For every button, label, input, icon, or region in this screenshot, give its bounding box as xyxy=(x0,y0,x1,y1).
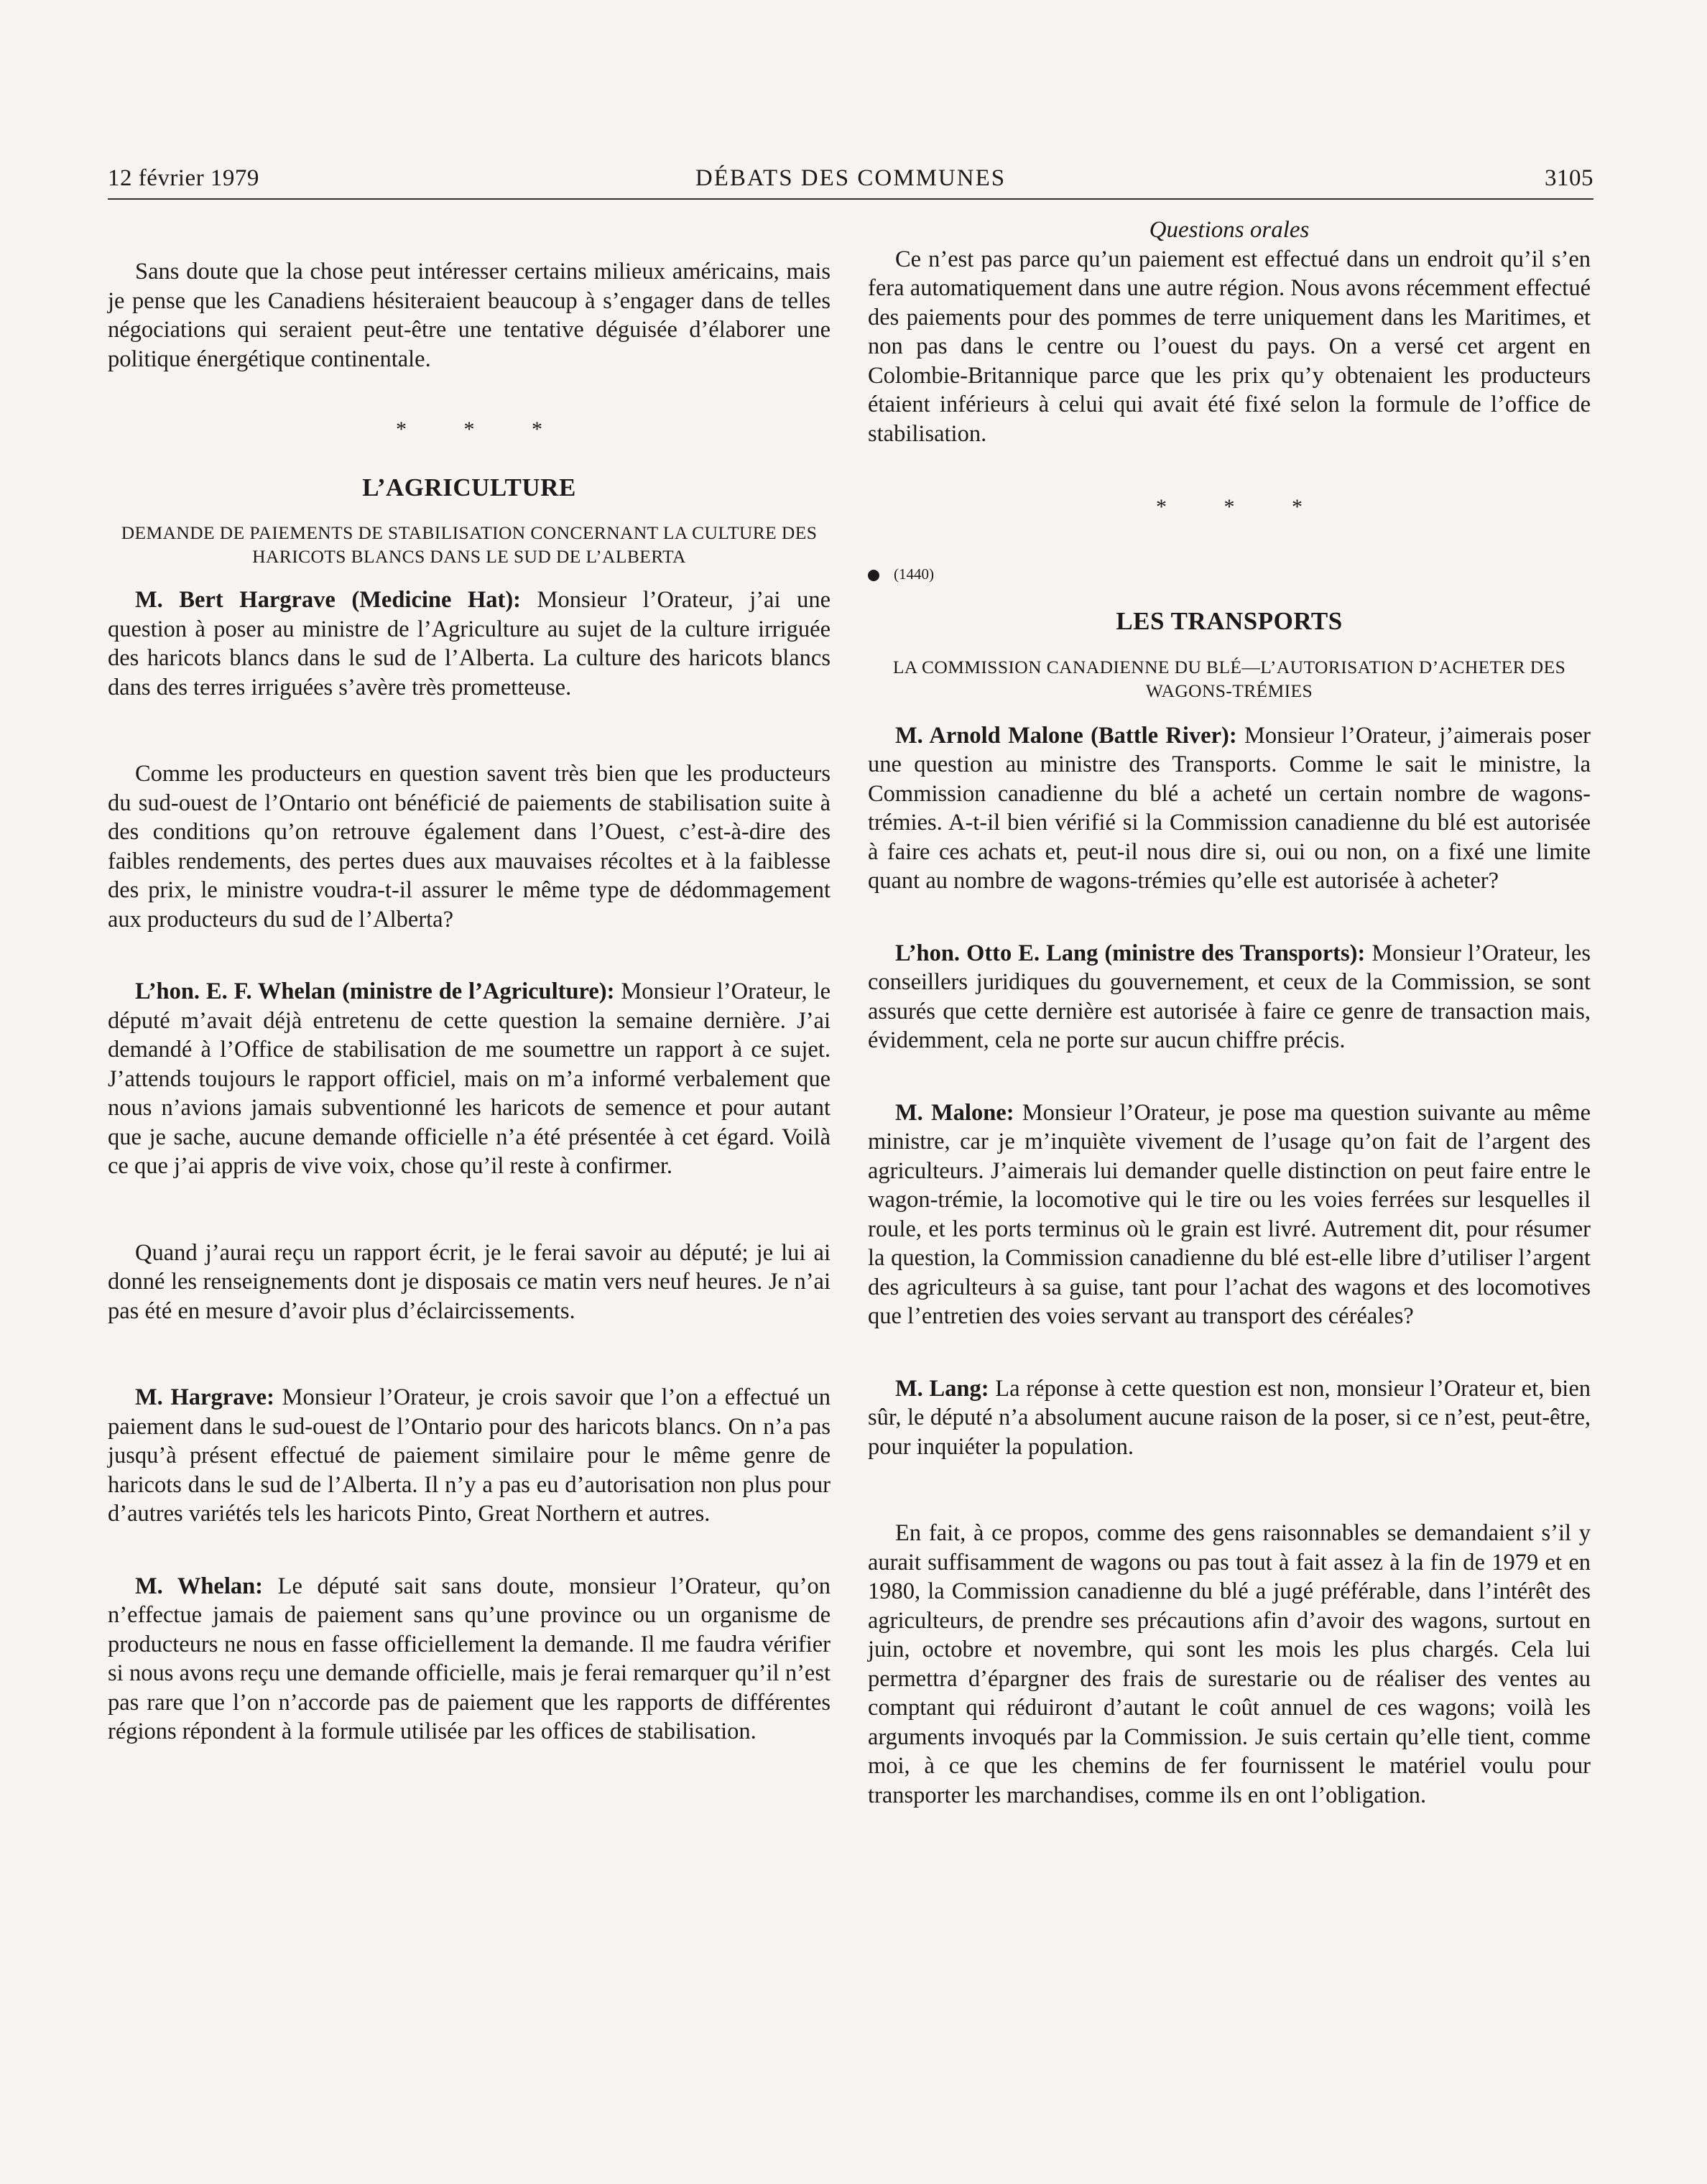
time-marker xyxy=(868,560,1591,589)
speech-hargrave-3 xyxy=(108,1383,831,1529)
subsection-title-agriculture: DEMANDE DE PAIEMENTS DE STABILISATION CONCERNANT LA CULTURE DES HARICOTS BLANCS DANS LE SUD DE L’ALBERTA xyxy=(121,522,818,567)
bullet-dot-icon xyxy=(868,570,879,581)
speaker-name: M. Bert Hargrave (Medicine Hat): xyxy=(135,587,521,613)
section-separator: * * * xyxy=(1156,495,1328,519)
section-separator: * * * xyxy=(396,417,568,441)
section-title-transports: LES TRANSPORTS xyxy=(1116,607,1343,635)
speaker-name: M. Hargrave: xyxy=(135,1384,274,1410)
speech-text: Monsieur l’Orateur, j’aimerais poser une question au ministre des Transports. Comme le sait le ministre, la Commission canadienne du blé a acheté un certain nombre de wagons-trémies. A-t-il bien vérifié si la Commission canadienne du blé est autorisée à faire ces achats et, peut-il nous dire si, oui ou non, on a fixé une limite quant au nombre de wagons-trémies qu’elle est autorisée à acheter? xyxy=(868,722,1591,894)
running-head: Questions orales xyxy=(1149,217,1310,243)
speech-lang-1 xyxy=(868,939,1591,1055)
speech-text: La réponse à cette question est non, monsieur l’Orateur et, bien sûr, le député n’a absolument aucune raison de la poser, si ce n’est, peut-être, pour inquiéter la population. xyxy=(868,1375,1591,1460)
speech-malone-2 xyxy=(868,1098,1591,1331)
speech-text: Monsieur l’Orateur, j’ai une question à poser au ministre de l’Agriculture au sujet de la culture irriguée des haricots blancs dans le sud de l’Alberta. La culture des haricots blancs dans des terres irriguées s’avère très prometteuse. xyxy=(108,587,831,700)
speech-whelan-4: Ce n’est pas parce qu’un paiement est effectué dans un endroit qu’il s’en fera automatiquement dans une autre région. Nous avons récemment effectué des paiements pour des pommes de terre uniquement dans les Maritimes, et non pas dans le centre ou l’ouest du pays. On a versé cet argent en Colombie-Britannique parce que les prix qu’y obtenaient les producteurs étaient inférieurs à celui qui avait été fixé selon la formule de l’office de stabilisation. xyxy=(868,246,1591,447)
speech-text: Monsieur l’Orateur, je crois savoir que l’on a effectué un paiement dans le sud-ouest de l’Ontario pour des haricots blancs. On n’a pas jusqu’à présent effectué de paiement similaire pour le même genre de haricots dans le sud de l’Alberta. Il n’y a pas eu d’autorisation non plus pour d’autres variétés tels les haricots Pinto, Great Northern et autres. xyxy=(108,1384,831,1527)
speech-lang-3: En fait, à ce propos, comme des gens raisonnables se demandaient s’il y aurait suffisamment de wagons ou pas tout à fait assez à la fin de 1979 et en 1980, la Commission canadienne du blé a jugé préférable, dans l’intérêt des agriculteurs, de prendre ses précautions afin d’avoir des wagons, surtout en juin, octobre et novembre, qui sont les mois les plus chargés. Cela lui permettra d’épargner des frais de surestarie ou de réaliser des ventes au comptant qui réduiront d’autant le coût annuel de ces wagons; voilà les arguments invoqués par la Commission. Je suis certain qu’elle tient, comme moi, à ce que les chemins de fer fournissent le matériel voulu pour transporter les marchandises, comme ils en ont l’obligation. xyxy=(868,1520,1591,1808)
right-column xyxy=(868,216,1591,1810)
section-title-agriculture: L’AGRICULTURE xyxy=(362,473,576,501)
speech-text: Monsieur l’Orateur, je pose ma question suivante au même ministre, car je m’inquiète vivement de l’usage qu’on fait de l’argent des agriculteurs. J’aimerais lui demander quelle distinction on peut faire entre le wagon-trémie, la locomotive qui le tire ou les voies ferrées sur lesquelles il roule, et les ports terminus où le grain est livré. Autrement dit, pour résumer la question, la Commission canadienne du blé est-elle libre d’utiliser l’argent des agriculteurs à sa guise, tant pour l’achat des wagons et des locomotives que l’entretien des voies servant au transport des céréales? xyxy=(868,1099,1591,1329)
speaker-name: M. Arnold Malone (Battle River): xyxy=(895,722,1237,749)
page-header xyxy=(108,165,1593,200)
speech-hargrave-1 xyxy=(108,586,831,702)
speech-hargrave-2: Comme les producteurs en question savent très bien que les producteurs du sud-ouest de l’Ontario ont bénéficié de paiements de stabilisation suite à des conditions qu’on retrouve également dans l’Ouest, c’est-à-dire des faibles rendements, des pertes dues aux mauvaises récoltes et à la faiblesse des prix, le ministre voudra-t-il assurer le même type de dédommagement aux producteurs du sud de l’Alberta? xyxy=(108,761,831,933)
speech-text: Monsieur l’Orateur, le député m’avait déjà entretenu de cette question la semaine dernière. J’ai demandé à l’Office de stabilisation de me soumettre un rapport à ce sujet. J’attends toujours le rapport officiel, mais on m’a informé verbalement que nous n’avions jamais subventionné les haricots de semence et pour autant que je sache, aucune demande officielle n’a été présentée à cet égard. Voilà ce que j’ai appris de vive voix, chose qu’il reste à confirmer. xyxy=(108,978,831,1179)
speaker-name: L’hon. E. F. Whelan (ministre de l’Agriculture): xyxy=(135,978,615,1004)
left-column xyxy=(108,216,831,1746)
speech-text: Monsieur l’Orateur, les conseillers juridiques du gouvernement, et ceux de la Commission, se sont assurés que cette dernière est autorisée à faire ce genre de transaction mais, évidemment, cela ne porte sur aucun chiffre précis. xyxy=(868,940,1591,1053)
header-page-number: 3105 xyxy=(1545,165,1593,191)
subsection-title-transports: LA COMMISSION CANADIENNE DU BLÉ—L’AUTORISATION D’ACHETER DES WAGONS-TRÉMIES xyxy=(892,656,1566,701)
speaker-name: M. Whelan: xyxy=(135,1573,264,1599)
speech-whelan-3 xyxy=(108,1572,831,1746)
speaker-name: M. Lang: xyxy=(895,1375,989,1402)
speaker-name: M. Malone: xyxy=(895,1099,1014,1126)
speech-whelan-2: Quand j’aurai reçu un rapport écrit, je le ferai savoir au député; je lui ai donné les renseignements dont je disposais ce matin vers neuf heures. Je n’ai pas été en mesure d’avoir plus d’éclaircissements. xyxy=(108,1239,831,1324)
speech-whelan-1 xyxy=(108,977,831,1181)
header-title: DÉBATS DES COMMUNES xyxy=(695,165,1007,191)
speaker-name: L’hon. Otto E. Lang (ministre des Transports): xyxy=(895,940,1366,966)
speech-text: Le député sait sans doute, monsieur l’Orateur, qu’on n’effectue jamais de paiement sans qu’une province ou un organisme de producteurs ne nous en fasse officiellement la demande. Il me faudra vérifier si nous avons reçu une demande officielle, mais je ferai remarquer qu’il n’est pas rare que l’on n’accorde pas de paiement que les rapports de différentes régions répondent à la formule utilisée par les offices de stabilisation. xyxy=(108,1573,831,1744)
intro-paragraph: Sans doute que la chose peut intéresser certains milieux américains, mais je pense que les Canadiens hésiteraient beaucoup à s’engager dans de telles négociations qui seraient peut-être une tentative déguisée d’élaborer une politique énergétique continentale. xyxy=(108,259,831,372)
time-marker-text: (1440) xyxy=(894,565,934,583)
speech-lang-2 xyxy=(868,1374,1591,1462)
speech-malone-1 xyxy=(868,721,1591,896)
header-date: 12 février 1979 xyxy=(108,165,259,191)
